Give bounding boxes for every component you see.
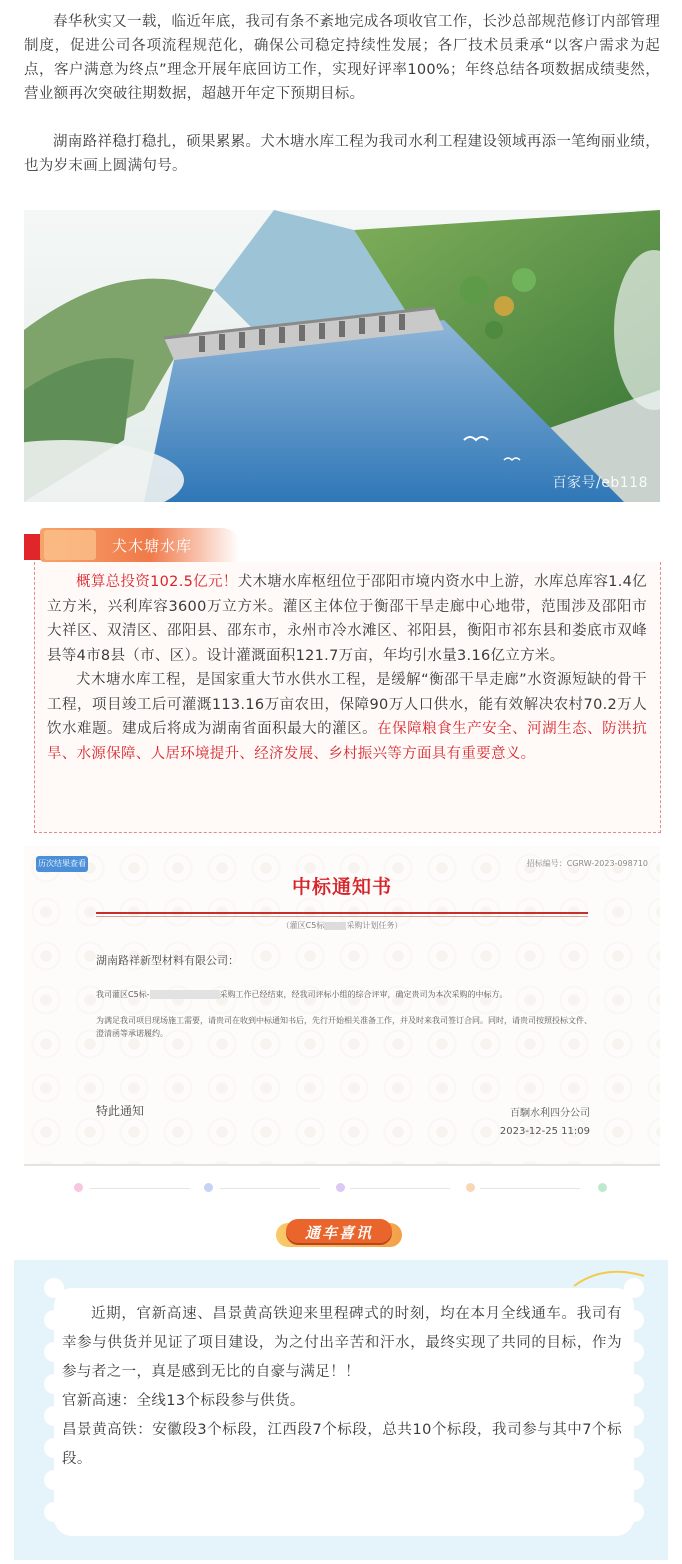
divider-line: [480, 1188, 580, 1189]
intro-paragraph-2: 湖南路祥稳打稳扎，硕果累累。犬木塘水库工程为我司水利工程建设领域再添一笔绚丽业绩，也为岁末画上圆满句号。: [24, 134, 660, 174]
significance-highlight: 在保障粮食生产安全、河湖生态、防洪抗旱、水源保障、人居环境提升、经济发展、乡村振兴等方面具有重要意义。: [47, 721, 647, 762]
redacted-block: [150, 990, 220, 999]
tab-decoration-icon: [44, 530, 96, 560]
section-header-reservoir: [24, 528, 660, 564]
divider-dot-icon: [204, 1183, 213, 1192]
notice-body-line-2: 为满足我司项目现场施工需要，请贵司在收到中标通知书后，先行开始相关准备工作，并及时来我司签订合同。同时，请贵司按照投标文件、澄清函等承诺履约。: [96, 1016, 592, 1038]
tender-code: 招标编号：CGRW-2023-098710: [526, 859, 648, 868]
section-header-news: [276, 1219, 402, 1249]
notice-body-line-1-end: 采购工作已经结束，经我司评标小组的综合评审，确定贵司为本次采购的中标方。: [219, 990, 508, 999]
dot-divider: [60, 1182, 620, 1194]
news-paragraph-3: 昌景黄高铁：安徽段3个标段，江西段7个标段，总共10个标段，我司参与其中7个标段。: [62, 1422, 622, 1467]
history-results-button[interactable]: 历次结果查看: [36, 856, 88, 872]
notice-subtitle-start: （灌区C5标: [281, 921, 325, 930]
section-title: 犬木塘水库: [112, 537, 193, 555]
news-paragraph-2: 官新高速：全线13个标段参与供货。: [62, 1393, 305, 1409]
divider-dot-icon: [336, 1183, 345, 1192]
divider-line: [220, 1188, 320, 1189]
notice-subtitle: [24, 920, 660, 931]
reservoir-paragraph-1-body: 犬木塘水库枢纽位于邵阳市境内资水中上游，水库总库容1.4亿立方米，兴利库容3600万立方米。灌区主体位于衡邵干旱走廊中心地带，范围涉及邵阳市大祥区、双清区、邵阳县、邵东市，永州市冷水滩区、祁阳县，衡阳市祁东县和娄底市双峰县等4市8县（市、区）。设计灌溉面积121.7万亩，年均引水量3.16亿立方米。: [47, 574, 647, 664]
reservoir-illustration: [24, 210, 660, 502]
investment-highlight: 概算总投资102.5亿元！: [76, 574, 238, 590]
dam-render-icon: [24, 210, 660, 502]
news-text: [62, 1300, 622, 1474]
news-paragraph-1: 近期，官新高速、昌景黄高铁迎来里程碑式的时刻，均在本月全线通车。我司有幸参与供货并见证了项目建设，为之付出辛苦和汗水，最终实现了共同的目标，作为参与者之一，真是感到无比的自豪与满足！！: [62, 1306, 622, 1380]
divider-dot-icon: [598, 1183, 607, 1192]
divider-dot-icon: [466, 1183, 475, 1192]
intro-paragraph-1: 春华秋实又一载，临近年底，我司有条不紊地完成各项收官工作，长沙总部规范修订内部管理制度，促进公司各项流程规范化，确保公司稳定持续性发展；各厂技术员秉承“以客户需求为起点，客户满意为终点”理念开展年底回访工作，实现好评率100%；年终总结各项数据成绩斐然，营业额再次突破往期数据，超越开年定下预期目标。: [24, 14, 660, 102]
news-section-title: 通车喜讯: [304, 1224, 373, 1242]
reservoir-info-box: [34, 562, 661, 833]
divider-line: [90, 1188, 190, 1189]
notice-signer: 百駉水利四分公司: [510, 1108, 590, 1119]
reservoir-paragraph-2: [47, 668, 647, 766]
divider-dot-icon: [74, 1183, 83, 1192]
title-rule-bottom: [96, 916, 588, 917]
notice-closing: 特此通知: [96, 1104, 145, 1118]
reservoir-paragraph-1: [47, 570, 647, 668]
reservoir-paragraph-2-body: 犬木塘水库工程，是国家重大节水供水工程，是缓解“衡邵干旱走廊”水资源短缺的骨干工程，项目竣工后可灌溉113.16万亩农田，保障90万人口供水，能有效解决农村70.2万人饮水难题。建成后将成为湖南省面积最大的灌区。: [47, 672, 647, 737]
addressee: 湖南路祥新型材料有限公司：: [96, 954, 239, 967]
title-rule-top: [96, 912, 588, 914]
notice-body-line-1-start: 我司灌区C5标-: [96, 990, 150, 999]
redacted-block: [324, 922, 346, 930]
notice-date: 2023-12-25 11:09: [499, 1126, 590, 1137]
image-watermark: 百家号/eb118: [552, 475, 648, 491]
divider-line: [350, 1188, 450, 1189]
notice-title: 中标通知书: [291, 876, 392, 898]
notice-subtitle-end: 采购计划任务）: [346, 921, 403, 930]
bid-notice-document: [24, 846, 660, 1166]
notice-body-line-1: [96, 988, 596, 1001]
